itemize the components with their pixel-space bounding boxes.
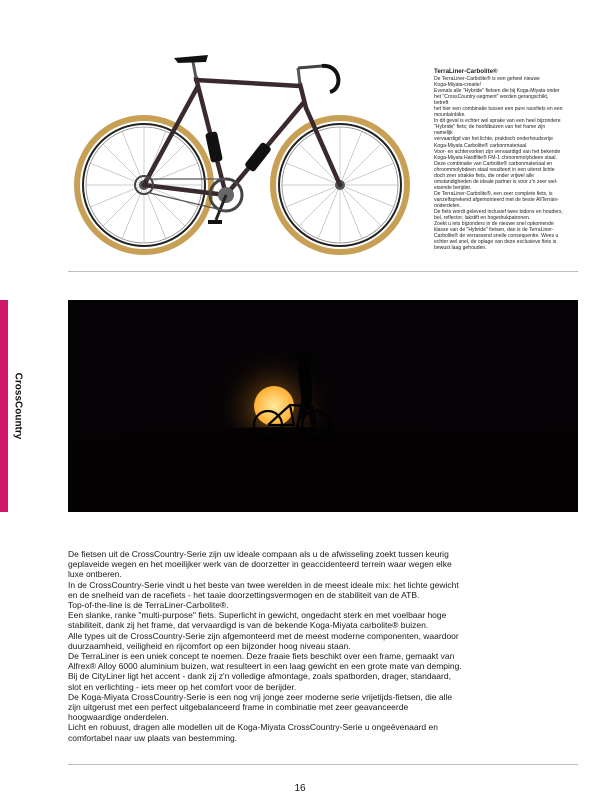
body-line: Een slanke, ranke "multi-purpose" fiets. Superlicht in gewicht, ongedacht sterk en met voelbaar hoge [68,610,447,621]
description-line: Koga-Miyata-creatie! [434,82,481,89]
description-line: bel, reflector, lakstift en hogedrukpatronen. [434,215,531,222]
description-line: De TerraLiner-Carbolite®, een zeer complete fiets, is [434,190,553,197]
section-tab-bar [0,300,8,512]
body-line: Bij de CityLiner ligt het accent - dank zij z'n volledige afmontage, zoals spatborden, drager, standaard, [68,671,451,682]
bicycle-illustration [68,40,428,265]
description-line: vanzelfsprekend afgemonteerd met de beste AllTerrain- [434,196,559,203]
body-line: luxe ontberen. [68,569,122,580]
sunset-cyclist-photo [68,300,578,512]
description-line: mountainbike. [434,112,466,119]
description-line: omstandigheden de ideale partner is voor z'n zeer wel- [434,178,558,185]
body-line: zijn uitgerust met een perfect uitgebalanceerd frame in combinatie met zeer geavanceerde [68,702,409,713]
product-title: TerraLiner-Carbolite® [434,68,498,75]
description-line: De TerraLiner-Carbolite® is een geheel nieuwe [434,76,540,82]
product-description [434,68,564,251]
body-line: Alle types uit de CrossCountry-Serie zijn afgemonteerd met de meest moderne componenten, waardoor [68,630,459,641]
section-tab-label [9,300,27,512]
description-line: eisende berijder. [434,184,472,191]
description-line: vervaardigd van het lichte, praktisch onderhoudsvrije [434,136,553,143]
description-line: het hier een combinatie tussen een pure racefiets en een [434,106,563,113]
description-line: Zoekt u iets bijzonders in de nieuwe snel opkomende [434,221,554,228]
body-line: stabiliteit, dank zij het frame, dat vervaardigd is van de bekende Koga-Miyata carbolite® buizen. [68,620,429,631]
description-line: Voor- en achtervorken zijn vervaardigd van het bekende [434,148,561,155]
description-line: klasse van de "Hybride" fietsen, dan is de TerraLiner- [434,227,554,234]
body-line: comfortabel naar uw plaats van bestemming. [68,732,238,743]
description-line: het "CrossCountry-segment" worden gerangschikt, betreft [434,94,549,107]
body-line: Top-of-the-line is de TerraLiner-Carbolite®. [68,600,229,611]
body-line: slot en verlichting - iets meer op het comfort voor de berijder. [68,681,297,692]
description-line: In dit geval is echter wel sprake van een heel bijzondere [434,118,561,125]
body-line: De Koga-Miyata CrossCountry-Serie is een nog vrij jonge zeer moderne serie vrijetijds-fietsen, die alle [68,691,453,702]
description-line: Koga-Miyata Carbolite® carbonmateriaal. [434,142,528,149]
description-line: Carbolite® de verrassend snelle consequentie. Wees u [434,233,559,240]
upper-divider [68,271,578,272]
description-line: Evenals alle "Hybride" fietsen die bij Koga-Miyata onder [434,88,560,95]
body-line: Alfrex® Alloy 6000 aluminium buizen, wat resulteert in een laag gewicht en een grote mate van demping. [68,661,462,672]
description-line: onderdelen. [434,202,461,209]
section-tab-text: CrossCountry [12,372,24,440]
description-line: Deze combinatie van Carbolite® carbonmateriaal en [434,160,553,167]
main-body-text [68,549,568,743]
page-number: 16 [294,783,306,794]
body-line: hoogwaardige onderdelen. [68,712,169,723]
description-line: De fiets wordt geleverd inclusief twee bidons en houders, [434,209,563,216]
description-line: "Hybride" fiets; de hoofdbuizen van het frame zijn namelijk [434,124,546,137]
description-line: Koga-Miyata Hardflite® FM-1 chroommolybdeen staal. [434,154,557,161]
footer-divider [68,764,578,765]
body-line: en de snelheid van de racefiets - het taaie doorzettingsvermogen en de stabiliteit van de ATB. [68,589,420,600]
body-line: In de CrossCountry-Serie vindt u het beste van twee werelden in de meest ideale mix: het lichte gewicht [68,579,459,590]
body-line: duurzaamheid, veiligheid en rijcomfort op een bijzonder hoog niveau staan. [68,640,351,651]
body-line: Licht en robuust, dragen alle modellen uit de Koga-Miyata CrossCountry-Serie u ongeëvenaard en [68,722,438,733]
description-line: echter wel snel, de oplage van deze exclusieve fiets is [434,239,557,246]
body-line: De TerraLiner is een uniek concept te noemen. Deze fraaie fiets beschikt over een frame, gemaakt van [68,651,455,662]
body-line: De fietsen uit de CrossCountry-Serie zijn uw ideale compaan als u de afwisseling zoekt tussen keurig [68,549,449,559]
body-line: geplaveide wegen en het moeilijker werk van de doorzetter in geaccidenteerd terrein waar wegen elke [68,559,452,570]
description-line: doch zeer strakke fiets, die onder vrijwel alle [434,172,534,179]
description-line: bewust laag gehouden. [434,245,487,252]
description-line: chroommolybdeen staal resulteert in een uiterst lichte [434,166,555,173]
